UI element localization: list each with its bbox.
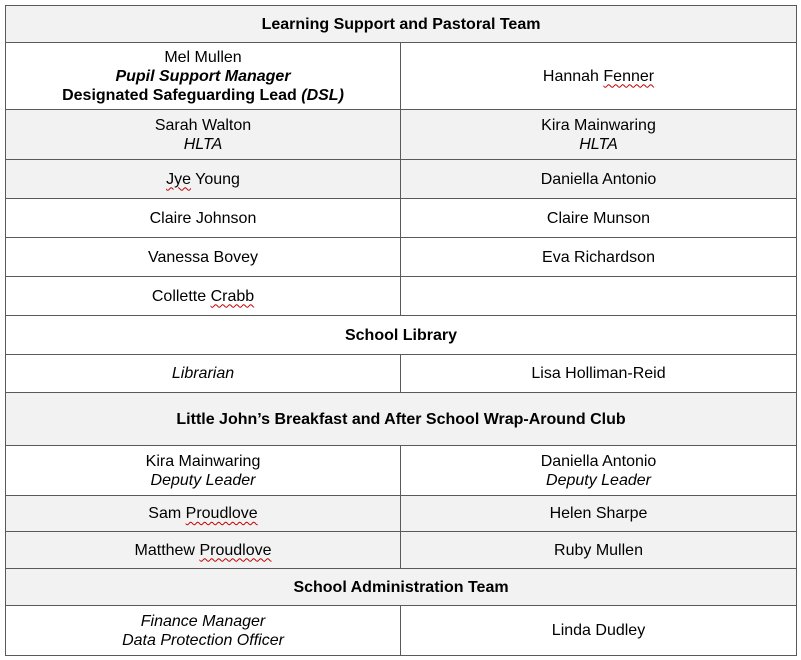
staff-role-librarian: Librarian — [6, 355, 401, 393]
staff-role: HLTA — [183, 135, 223, 153]
section-header-row — [6, 569, 797, 606]
staff-cell-helen-sharpe: Helen Sharpe — [401, 496, 797, 532]
staff-name: Kira Mainwaring — [541, 116, 656, 134]
staff-cell-kira-mainwaring — [401, 110, 797, 160]
staff-name: Mel Mullen — [164, 48, 242, 66]
role-abbreviation: (DSL) — [301, 86, 344, 104]
staff-first-name: Collette — [151, 287, 211, 305]
table-row — [6, 355, 797, 393]
staff-cell-daniella-antonio: Daniella Antonio — [401, 160, 797, 199]
section-header-row — [6, 316, 797, 355]
staff-cell-daniella-antonio-club — [401, 446, 797, 496]
staff-role: Deputy Leader — [546, 471, 651, 489]
staff-cell-ruby-mullen: Ruby Mullen — [401, 532, 797, 569]
staff-role: Finance Manager — [140, 612, 266, 630]
staff-table — [5, 5, 797, 656]
section-title-club: Little John’s Breakfast and After School Wrap-Around Club — [6, 393, 797, 446]
staff-first-name: Matthew — [134, 541, 200, 559]
staff-name: Sarah Walton — [154, 116, 252, 134]
staff-cell-claire-munson: Claire Munson — [401, 199, 797, 238]
staff-cell-sarah-walton — [6, 110, 401, 160]
staff-cell-lisa-holliman-reid: Lisa Holliman-Reid — [401, 355, 797, 393]
staff-last-name: Proudlove — [185, 505, 258, 522]
staff-name: Daniella Antonio — [540, 452, 657, 470]
section-header-row — [6, 6, 797, 43]
staff-last-name: Crabb — [210, 287, 255, 305]
staff-cell-kira-mainwaring-club — [6, 446, 401, 496]
table-row — [6, 160, 797, 199]
section-title-school-library: School Library — [6, 316, 797, 355]
staff-role: Pupil Support Manager — [115, 67, 291, 85]
staff-cell-collette-crabb — [6, 277, 401, 316]
table-row — [6, 446, 797, 496]
staff-role — [12, 86, 394, 105]
staff-name: Kira Mainwaring — [145, 452, 261, 470]
staff-cell-linda-dudley: Linda Dudley — [401, 606, 797, 656]
section-title-admin: School Administration Team — [6, 569, 797, 606]
staff-last-name: Proudlove — [199, 541, 272, 559]
role-text: Designated Safeguarding Lead — [62, 86, 302, 104]
table-row — [6, 43, 797, 110]
staff-cell-matthew-proudlove — [6, 532, 401, 569]
staff-cell-jye-young — [6, 160, 401, 199]
staff-last-name: Young — [190, 170, 240, 188]
staff-cell-eva-richardson: Eva Richardson — [401, 238, 797, 277]
empty-cell — [401, 277, 797, 316]
table-row — [6, 110, 797, 160]
staff-cell-sam-proudlove — [6, 496, 401, 532]
staff-cell-hannah-fenner — [401, 43, 797, 110]
staff-cell-admin-roles — [6, 606, 401, 656]
table-row — [6, 606, 797, 656]
table-row — [6, 199, 797, 238]
staff-cell-vanessa-bovey: Vanessa Bovey — [6, 238, 401, 277]
table-row — [6, 496, 797, 532]
staff-first-name: Jye — [166, 170, 191, 188]
staff-role: Data Protection Officer — [122, 631, 284, 649]
table-row — [6, 532, 797, 569]
staff-first-name: Hannah — [542, 67, 604, 85]
staff-cell-mel-mullen — [6, 43, 401, 110]
staff-role: Deputy Leader — [150, 471, 256, 489]
section-title-learning-support: Learning Support and Pastoral Team — [6, 6, 797, 43]
section-header-row — [6, 393, 797, 446]
staff-cell-claire-johnson: Claire Johnson — [6, 199, 401, 238]
staff-last-name: Fenner — [603, 67, 655, 85]
staff-first-name: Sam — [148, 505, 186, 522]
staff-role: HLTA — [579, 135, 618, 153]
table-row — [6, 277, 797, 316]
table-row — [6, 238, 797, 277]
